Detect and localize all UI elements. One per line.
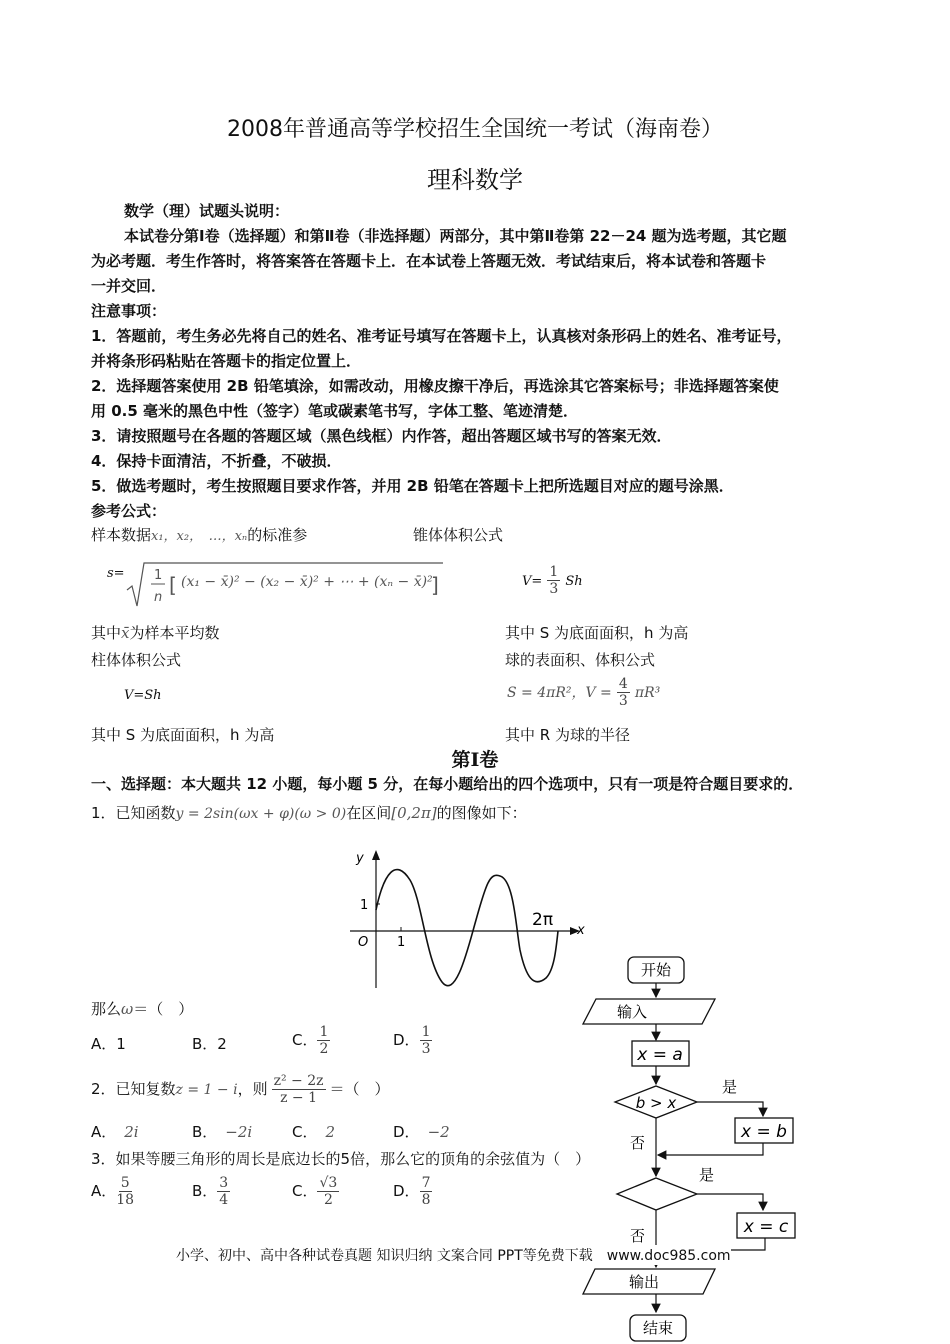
prism-note: 其中 S 为底面面积，h 为高 xyxy=(91,726,275,744)
svg-text:O: O xyxy=(358,935,369,950)
svg-text:n: n xyxy=(154,590,163,605)
q1-option-a[interactable]: A．1 xyxy=(91,1035,126,1053)
page-title: 2008年普通高等学校招生全国统一考试（海南卷） xyxy=(227,117,723,142)
svg-text:b > x: b > x xyxy=(635,1094,677,1112)
note-1a: 1．答题前，考生务必先将自己的姓名、准考证号填写在答题卡上，认真核对条形码上的姓名、准考证号， xyxy=(91,327,792,345)
q2-stem: 2．已知复数z = 1 − i，则 $\frac{\text{z² − 2z}}{z - 1}$ ＝（ ） xyxy=(91,1073,390,1106)
svg-text:1: 1 xyxy=(154,568,163,583)
svg-text:开始: 开始 xyxy=(640,961,672,979)
cone-volume-formula: V= $\frac{1}{3}$ Sh xyxy=(522,564,583,597)
flow-decision-2 xyxy=(617,1178,697,1210)
intro-line-2: 为必考题．考生作答时，将答案答在答题卡上．在本试卷上答题无效．考试结束后，将本试卷和答题卡 xyxy=(91,252,767,270)
formulas-head: 参考公式： xyxy=(91,502,167,520)
svg-text:否: 否 xyxy=(630,1227,646,1245)
q1-option-d[interactable]: D． $\frac{1}{3}$ xyxy=(393,1024,431,1057)
svg-text:结束: 结束 xyxy=(642,1319,674,1337)
svg-text:输出: 输出 xyxy=(629,1273,660,1291)
footer-note: 小学、初中、高中各种试卷真题 知识归纳 文案合同 PPT等免费下载 www.doc985.com xyxy=(176,1245,731,1265)
cone-note: 其中 S 为底面面积，h 为高 xyxy=(505,624,689,642)
notes-head: 注意事项： xyxy=(91,302,167,320)
q3-option-d[interactable]: D． $\frac{7}{8}$ xyxy=(393,1175,431,1208)
note-1b: 并将条形码粘贴在答题卡的指定位置上． xyxy=(91,352,362,370)
part-title: 第Ⅰ卷 xyxy=(451,749,499,771)
q3-option-a[interactable]: A． $\frac{5}{18}$ xyxy=(91,1175,135,1208)
q3-option-c[interactable]: C． $\frac{√3}{2}$ xyxy=(292,1175,338,1208)
q2-option-b[interactable]: B． −2i xyxy=(192,1123,253,1141)
q1-option-c[interactable]: C． $\frac{1}{2}$ xyxy=(292,1024,329,1057)
svg-text:x = c: x = c xyxy=(743,1217,789,1237)
svg-text:y: y xyxy=(356,851,364,866)
flowchart xyxy=(575,950,805,1344)
note-4: 4．保持卡面清洁，不折叠，不破损． xyxy=(91,452,342,470)
std-dev-formula: s= 1 n [ ] (x₁ − x̄)² − (x₂ − x̄)² + ⋯ + (xₙ − x̄)² xyxy=(107,560,447,610)
q2-option-d[interactable]: D． −2 xyxy=(393,1123,450,1141)
q1-sine-graph xyxy=(350,848,590,993)
cone-label: 锥体体积公式 xyxy=(413,526,504,544)
q1-stem: 1．已知函数y = 2sin(ωx + φ)(ω > 0)在区间[0,2π]的图像如下： xyxy=(91,804,527,822)
y-axis-arrow xyxy=(372,850,380,860)
svg-text:x = a: x = a xyxy=(637,1045,683,1065)
note-3: 3．请按照题号在各题的答题区域（黑色线框）内作答，超出答题区域书写的答案无效． xyxy=(91,427,672,445)
q3-stem: 3．如果等腰三角形的周长是底边长的5倍，那么它的顶角的余弦值为（ ） xyxy=(91,1150,591,1168)
svg-text:1: 1 xyxy=(397,935,406,950)
svg-text:2π: 2π xyxy=(532,910,554,930)
svg-text:1: 1 xyxy=(360,898,369,913)
q1-ask: 那么ω＝（ ） xyxy=(91,1000,194,1018)
q3-option-b[interactable]: B． $\frac{3}{4}$ xyxy=(192,1175,229,1208)
flow-input-node xyxy=(583,999,715,1024)
svg-text:x: x xyxy=(577,923,585,938)
svg-text:[: [ xyxy=(169,573,177,597)
page-subtitle: 理科数学 xyxy=(427,166,523,194)
svg-text:输入: 输入 xyxy=(617,1003,648,1021)
prism-label: 柱体体积公式 xyxy=(91,651,182,669)
svg-text:x = b: x = b xyxy=(741,1122,787,1142)
svg-text:]: ] xyxy=(431,573,439,597)
note-2b: 用 0.5 毫米的黑色中性（签字）笔或碳素笔书写，字体工整、笔迹清楚． xyxy=(91,402,579,420)
sample-label: 样本数据x₁，x₂， …，xₙ的标准参 xyxy=(91,526,308,544)
sphere-note: 其中 R 为球的半径 xyxy=(505,726,630,744)
sine-curve xyxy=(376,870,558,986)
intro-line-3: 一并交回． xyxy=(91,277,167,295)
svg-text:是: 是 xyxy=(699,1166,715,1184)
note-5: 5．做选考题时，考生按照题目要求作答，并用 2B 铅笔在答题卡上把所选题目对应的题号涂黑． xyxy=(91,477,734,495)
intro-line-1: 本试卷分第Ⅰ卷（选择题）和第Ⅱ卷（非选择题）两部分，其中第Ⅱ卷第 22－24 题为选考题，其它题 xyxy=(124,227,787,245)
svg-text:是: 是 xyxy=(722,1078,738,1096)
q2-option-c[interactable]: C． 2 xyxy=(292,1123,336,1141)
intro-head: 数学（理）试题头说明： xyxy=(124,202,290,220)
section-head: 一、选择题：本大题共 12 小题，每小题 5 分，在每小题给出的四个选项中，只有一项是符合题目要求的． xyxy=(91,775,804,793)
sphere-formula: S = 4πR²，V = $\frac{4}{3}$ πR³ xyxy=(507,676,661,709)
q2-option-a[interactable]: A． 2i xyxy=(91,1123,139,1141)
q1-option-b[interactable]: B．2 xyxy=(192,1035,227,1053)
sphere-label: 球的表面积、体积公式 xyxy=(505,651,656,669)
note-2a: 2．选择题答案使用 2B 铅笔填涂，如需改动，用橡皮擦干净后，再选涂其它答案标号；非选择题答案使 xyxy=(91,377,779,395)
svg-text:否: 否 xyxy=(630,1134,646,1152)
prism-volume-formula: V=Sh xyxy=(124,688,162,703)
xbar-note: 其中x̄为样本平均数 xyxy=(91,624,220,642)
